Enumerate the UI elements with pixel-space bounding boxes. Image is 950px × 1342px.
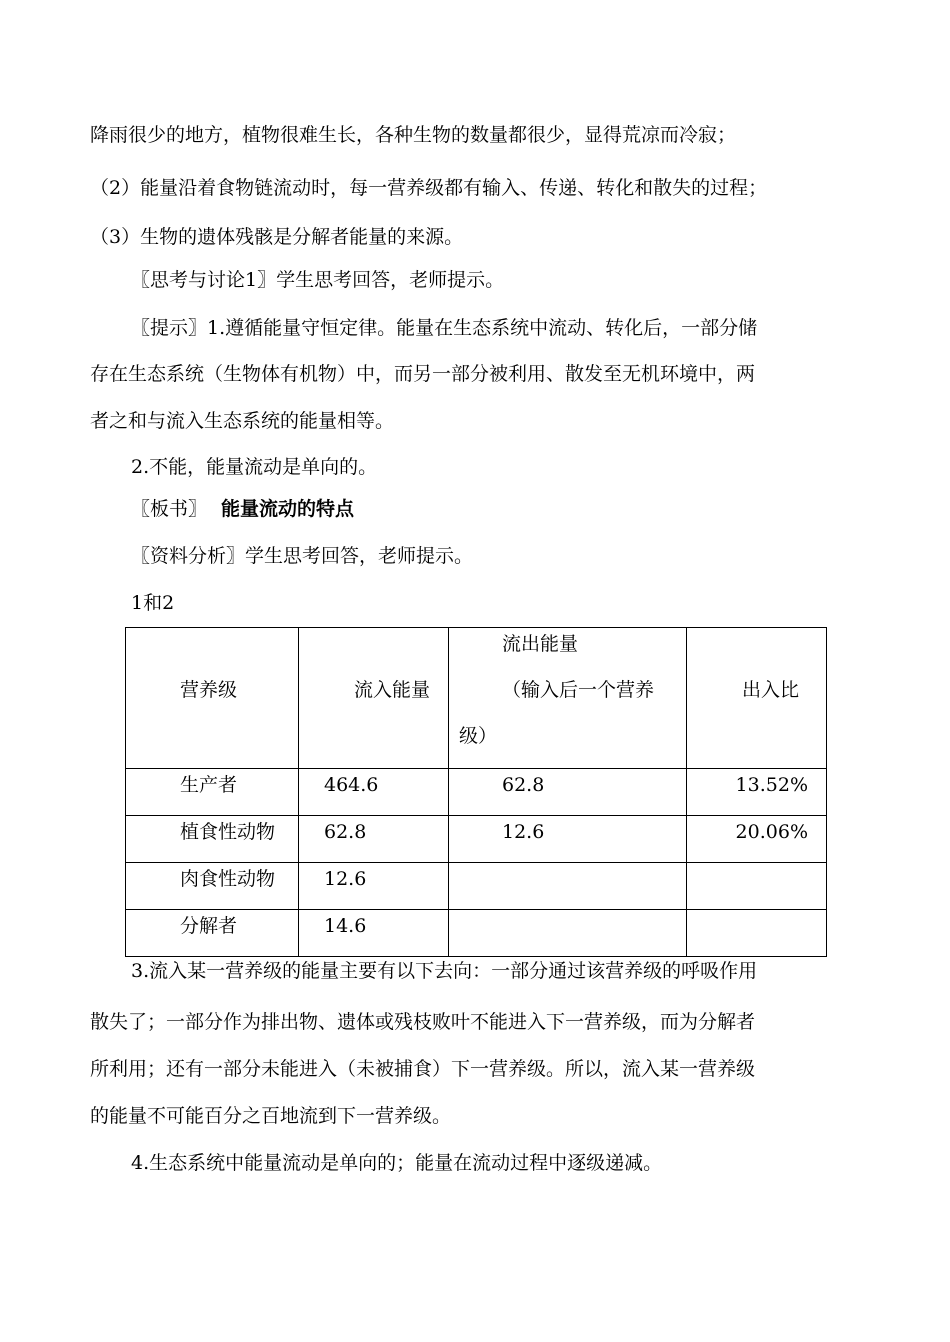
header-ratio: 出入比: [742, 679, 800, 701]
header-outflow-line-3: 级）: [459, 725, 498, 747]
header-inflow: 流入能量: [354, 679, 431, 701]
header-cell-level: [126, 628, 299, 769]
cell-inflow: 14.6: [324, 915, 367, 937]
cell-level: 生产者: [180, 774, 238, 796]
cell-inflow: 464.6: [324, 774, 379, 796]
table-header-row: [126, 628, 827, 769]
header-cell-inflow: [299, 628, 449, 769]
analysis-line: 〖资料分析〗学生思考回答，老师提示。: [131, 545, 474, 567]
paragraph-point-3: （3）生物的遗体残骸是分解者能量的来源。: [90, 226, 464, 248]
header-cell-ratio: [687, 628, 827, 769]
cell-level: 植食性动物: [180, 821, 276, 843]
cell-inflow: 12.6: [324, 868, 367, 890]
cell-outflow: 12.6: [502, 821, 545, 843]
cell-ratio: 20.06%: [735, 821, 808, 843]
paragraph-answer-3-line-3: 所利用；还有一部分未能进入（未被捕食）下一营养级。所以，流入某一营养级: [90, 1058, 756, 1080]
paragraph-answer-3-line-2: 散失了；一部分作为排出物、遗体或残枝败叶不能进入下一营养级，而为分解者: [90, 1011, 756, 1033]
table-row: [126, 769, 827, 816]
cell-ratio: 13.52%: [735, 774, 808, 796]
paragraph-point-2: （2）能量沿着食物链流动时，每一营养级都有输入、传递、转化和散失的过程；: [90, 177, 768, 199]
cell-outflow: 62.8: [502, 774, 545, 796]
header-outflow-line-2: （输入后一个营养: [502, 679, 655, 701]
paragraph-answer-2: 2.不能，能量流动是单向的。: [131, 456, 378, 478]
header-cell-outflow: [449, 628, 687, 769]
header-outflow-line-1: 流出能量: [502, 633, 579, 655]
cell-level: 肉食性动物: [180, 868, 276, 890]
item-1-and-2: 1和2: [131, 592, 175, 614]
paragraph-hint-1: 〖提示〗1.遵循能量守恒定律。能量在生态系统中流动、转化后，一部分储: [131, 317, 758, 339]
board-title: 能量流动的特点: [221, 498, 355, 520]
cell-inflow: 62.8: [324, 821, 367, 843]
board-label: 〖板书〗: [131, 498, 208, 520]
paragraph-answer-3-line-4: 的能量不可能百分之百地流到下一营养级。: [90, 1105, 452, 1127]
header-level: 营养级: [180, 679, 238, 701]
cell-level: 分解者: [180, 915, 238, 937]
paragraph-hint-3: 者之和与流入生态系统的能量相等。: [90, 410, 395, 432]
table-row: [126, 910, 827, 957]
paragraph-hint-2: 存在生态系统（生物体有机物）中，而另一部分被利用、散发至无机环境中，两: [90, 363, 756, 385]
board-heading: [131, 497, 354, 521]
table-row: [126, 863, 827, 910]
paragraph-desert: 降雨很少的地方，植物很难生长，各种生物的数量都很少，显得荒凉而冷寂；: [90, 124, 737, 146]
paragraph-answer-4: 4.生态系统中能量流动是单向的；能量在流动过程中逐级递减。: [131, 1152, 663, 1174]
paragraph-discussion: 〖思考与讨论1〗学生思考回答，老师提示。: [131, 269, 505, 291]
energy-flow-table: [125, 627, 827, 957]
paragraph-answer-3-line-1: 3.流入某一营养级的能量主要有以下去向：一部分通过该营养级的呼吸作用: [131, 960, 758, 982]
table-row: [126, 816, 827, 863]
